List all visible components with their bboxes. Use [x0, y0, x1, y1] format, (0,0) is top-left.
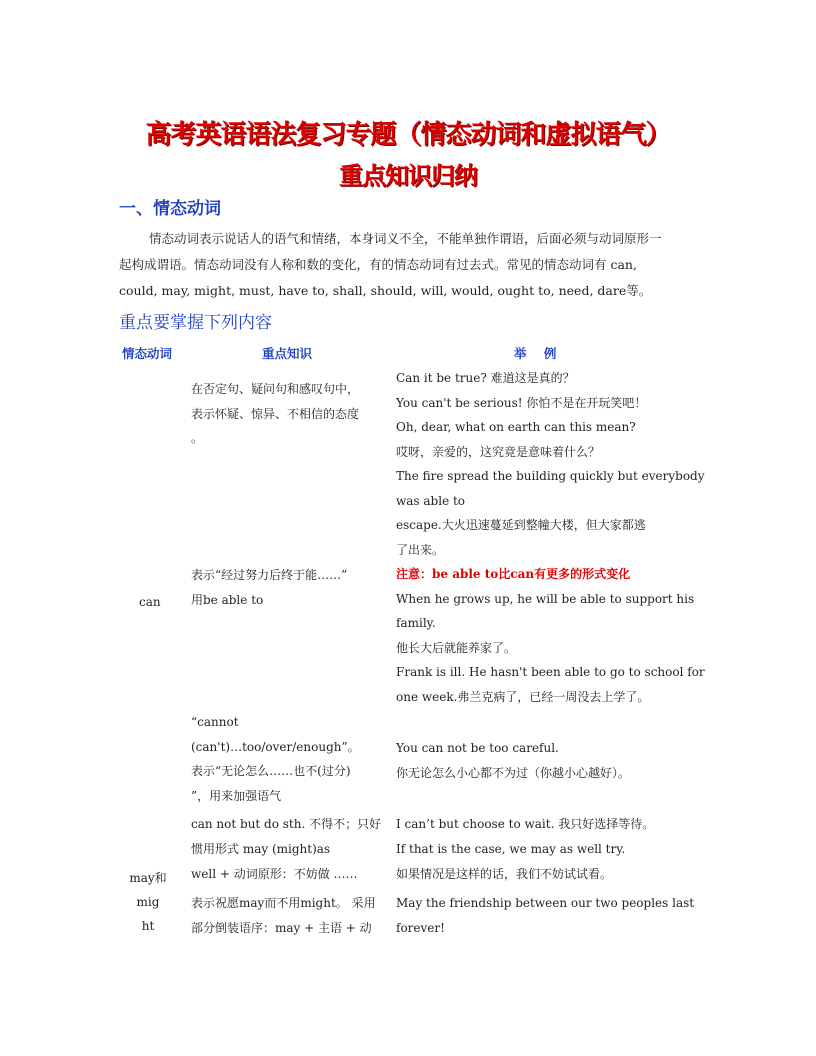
example-cell [396, 837, 625, 886]
column-header-examples: 举 例 [514, 346, 557, 361]
example-line: May the friendship between our two peoples last [396, 896, 695, 910]
example-line: You can not be too careful. [396, 741, 559, 755]
example-line: Can it be true? 难道这是真的？ [396, 371, 575, 385]
verb-cell-can: can [139, 595, 161, 609]
example-line: family. [396, 616, 436, 630]
example-cell [396, 366, 705, 709]
knowledge-line: well + 动词原形：不妨做 …… [191, 866, 358, 881]
column-header-verb: 情态动词 [122, 346, 173, 361]
verb-line: may和mig [129, 871, 167, 909]
knowledge-line: ”，用来加强语气 [191, 788, 282, 803]
knowledge-cell [191, 837, 358, 886]
example-line: 你无论怎么小心都不为过（你越小心越好）。 [396, 765, 631, 780]
example-line: one week.弗兰克病了，已经一周没去上学了。 [396, 689, 650, 704]
knowledge-line: 用be able to [191, 592, 264, 607]
subheading: 重点要掌握下列内容 [119, 313, 272, 333]
knowledge-cell [191, 891, 376, 940]
intro-line-3: could, may, might, must, have to, shall, should, will, would, ought to, need, dare等。 [119, 283, 652, 298]
knowledge-line: “cannot [191, 715, 239, 729]
example-cell [396, 736, 630, 785]
example-line: You can't be serious! 你怕不是在开玩笑吧！ [396, 395, 647, 410]
knowledge-line: (can't)…too/over/enough”。 [191, 739, 360, 754]
example-line: 了出来。 [396, 542, 445, 557]
knowledge-line: 表示怀疑、惊异、不相信的态度 [191, 406, 360, 421]
knowledge-line: 惯用形式 may (might)as [191, 842, 331, 856]
example-line: 哎呀，亲爱的，这究竟是意味着什么？ [396, 444, 601, 459]
note-line: 注意：be able to比can有更多的形式变化 [396, 567, 631, 581]
example-line: escape.大火迅速蔓延到整幢大楼，但大家都逃 [396, 518, 646, 532]
example-line: When he grows up, he will be able to support his [396, 591, 695, 606]
knowledge-line: 。 [191, 431, 204, 445]
verb-line: ht [141, 919, 155, 933]
document-subtitle: 重点知识归纳 [339, 162, 477, 190]
example-line: was able to [396, 493, 466, 508]
column-header-knowledge: 重点知识 [262, 346, 313, 361]
example-line: Frank is ill. He hasn't been able to go to school for [396, 665, 705, 679]
knowledge-line: can not but do sth. 不得不；只好 [191, 817, 382, 831]
knowledge-cell [191, 710, 360, 808]
knowledge-cell [191, 812, 381, 837]
section-heading: 一、情态动词 [119, 199, 221, 219]
example-cell [396, 891, 694, 940]
knowledge-line: 在否定句、疑问句和感叹句中， [191, 382, 360, 396]
document-title: 高考英语语法复习专题（情态动词和虚拟语气） [145, 120, 671, 150]
knowledge-line: 部分倒装语序：may + 主语 + 动 [191, 920, 372, 935]
example-line: 他长大后就能养家了。 [396, 640, 517, 655]
example-line: If that is the case, we may as well try. [396, 842, 626, 856]
intro-line-1: 情态动词表示说话人的语气和情绪，本身词义不全，不能单独作谓语，后面必须与动词原形一 [149, 231, 662, 246]
example-line: 如果情况是这样的话，我们不妨试试看。 [396, 866, 613, 881]
example-line: Oh, dear, what on earth can this mean? [396, 420, 636, 434]
example-line: The fire spread the building quickly but everybody [396, 469, 705, 483]
example-line: forever! [396, 920, 445, 935]
intro-line-2: 起构成谓语。情态动词没有人称和数的变化，有的情态动词有过去式。常见的情态动词有 can, [119, 257, 637, 272]
verb-cell-may-might [119, 866, 177, 938]
knowledge-line: 表示“无论怎么……也不(过分) [191, 764, 351, 778]
example-line: I can’t but choose to wait. 我只好选择等待。 [396, 817, 655, 831]
knowledge-cell [191, 563, 347, 612]
knowledge-line: 表示祝愿may而不用might。 采用 [191, 896, 376, 910]
example-cell [396, 812, 654, 837]
knowledge-cell [191, 377, 359, 451]
knowledge-line: 表示“经过努力后终于能……” [191, 568, 348, 582]
